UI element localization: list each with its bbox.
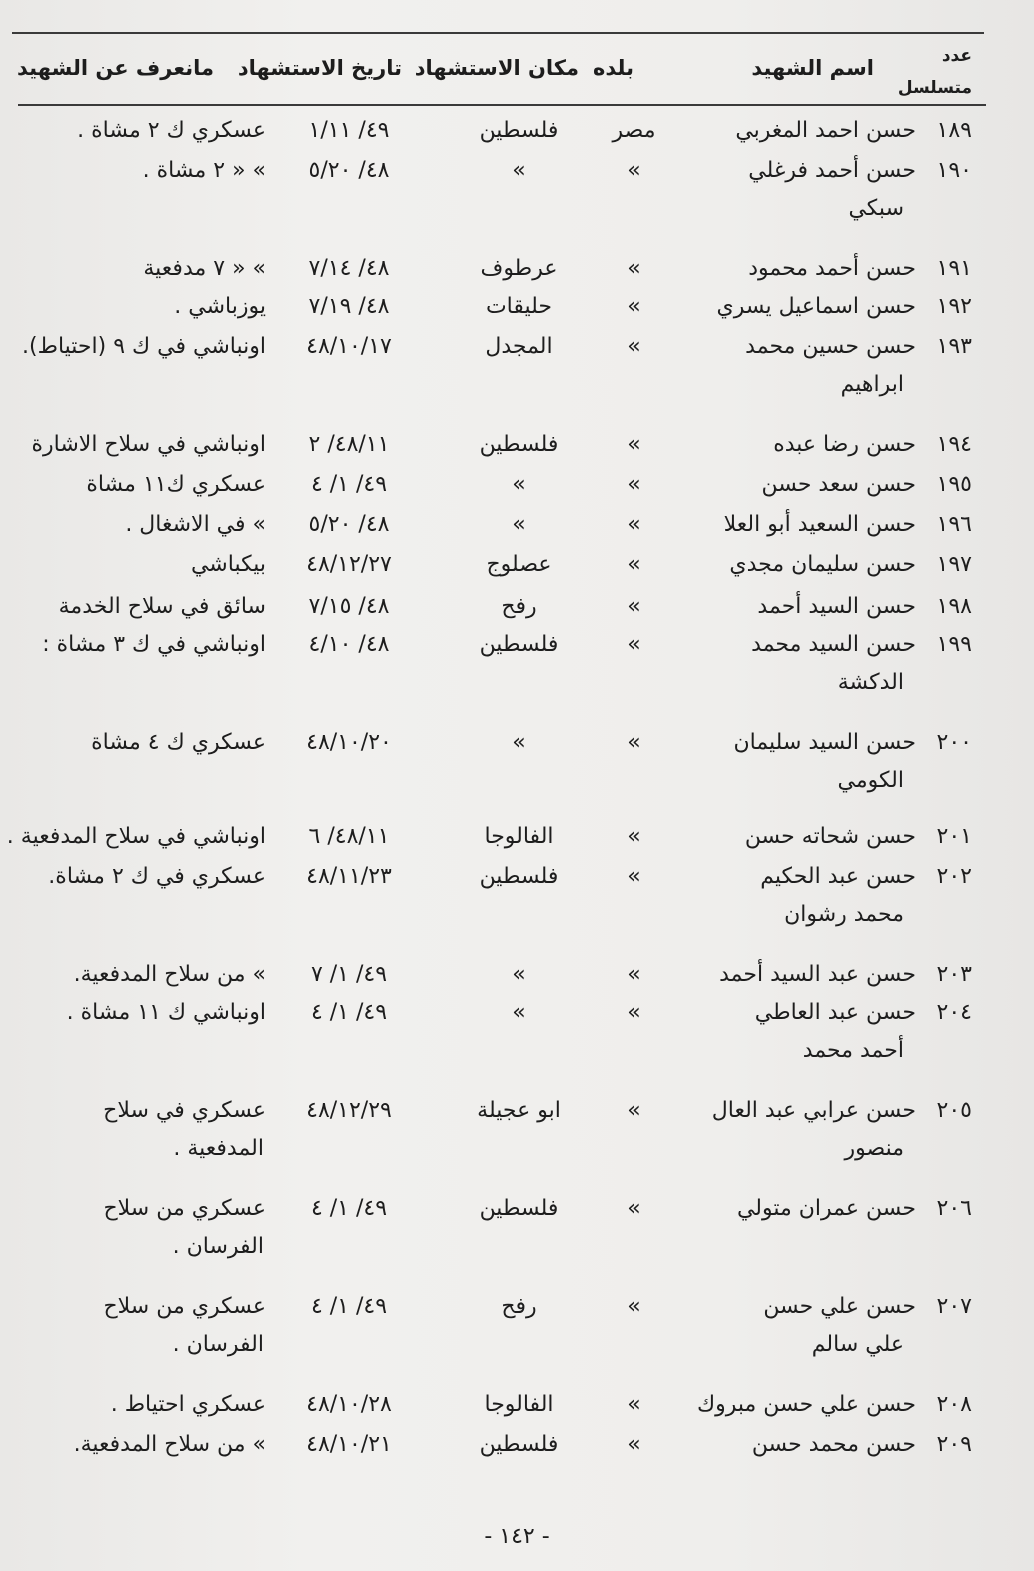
row-place: » xyxy=(512,962,526,987)
row-place: عرطوف xyxy=(480,256,558,281)
table-row xyxy=(0,330,1034,397)
row-town: » xyxy=(627,1294,641,1319)
row-name: حسن عبد الحكيم xyxy=(760,864,916,889)
table-row xyxy=(0,726,1034,793)
row-serial: ١٩١ xyxy=(936,256,972,281)
row-town: » xyxy=(627,1196,641,1221)
row-known: يوزباشي . xyxy=(174,294,266,319)
row-serial: ١٩٧ xyxy=(936,552,972,577)
row-name: حسن علي حسن مبروك xyxy=(697,1392,916,1417)
row-known: اونباشي في ك ٣ مشاة : xyxy=(42,632,266,657)
row-place: الفالوجا xyxy=(484,824,554,849)
row-place: فلسطين xyxy=(479,864,559,889)
row-place: » xyxy=(512,472,526,497)
row-town: » xyxy=(627,864,641,889)
row-name: حسن حسين محمد xyxy=(745,334,916,359)
row-name-continued: الكومي xyxy=(837,768,904,793)
row-name: حسن أحمد محمود xyxy=(748,256,916,281)
row-known: اونباشي في سلاح المدفعية . xyxy=(6,824,266,849)
row-known-continued: المدفعية . xyxy=(173,1136,264,1161)
header-serial-line1: عدد xyxy=(941,46,972,66)
row-name: حسن شحاته حسن xyxy=(744,824,916,849)
row-known: عسكري في سلاح xyxy=(103,1098,266,1123)
row-place: عصلوج xyxy=(486,552,552,577)
row-date: ٤٨/ ٧/١٤ xyxy=(308,256,390,281)
row-serial: ٢٠٦ xyxy=(936,1196,972,1221)
row-serial: ١٩٥ xyxy=(936,472,972,497)
row-name: حسن علي حسن xyxy=(763,1294,916,1319)
row-known: » من سلاح المدفعية. xyxy=(73,1432,266,1457)
row-date: ٤٨/١١/ ٦ xyxy=(308,824,390,849)
row-town: » xyxy=(627,594,641,619)
row-date: ٤٨/ ٤/١٠ xyxy=(308,632,390,657)
header-date: تاريخ الاستشهاد xyxy=(237,56,402,80)
row-place: رفح xyxy=(501,594,537,619)
row-date: ٤٩/ ١/ ٤ xyxy=(310,1294,388,1319)
row-date: ٤٩/ ١/١١ xyxy=(308,118,390,143)
header-known: مانعرف عن الشهيد xyxy=(17,56,214,80)
row-place: الفالوجا xyxy=(484,1392,554,1417)
row-serial: ١٩٠ xyxy=(936,158,972,183)
row-date: ٤٨/١٢/٢٧ xyxy=(306,552,392,577)
row-name-continued: الدكشة xyxy=(837,670,904,695)
table-row xyxy=(0,508,1034,548)
row-name: حسن محمد حسن xyxy=(751,1432,916,1457)
row-place: ابو عجيلة xyxy=(477,1098,561,1123)
row-name-continued: محمد رشوان xyxy=(784,902,904,927)
row-serial: ١٩٩ xyxy=(936,632,972,657)
row-date: ٤٨/ ٥/٢٠ xyxy=(308,158,390,183)
row-name: حسن عرابي عبد العال xyxy=(711,1098,916,1123)
row-date: ٤٩/ ١/ ٤ xyxy=(310,1000,388,1025)
table-row xyxy=(0,1094,1034,1161)
row-known: عسكري في ك ٢ مشاة. xyxy=(48,864,266,889)
row-date: ٤٨/١١/٢٣ xyxy=(306,864,392,889)
row-known-continued: الفرسان . xyxy=(172,1234,264,1259)
table-row xyxy=(0,860,1034,927)
row-name-continued: منصور xyxy=(844,1136,904,1161)
row-known: اونباشي في سلاح الاشارة xyxy=(31,432,266,457)
table-row xyxy=(0,252,1034,292)
row-town: » xyxy=(627,1392,641,1417)
row-name: حسن اسماعيل يسري xyxy=(716,294,916,319)
row-date: ٤٨/١٠/١٧ xyxy=(306,334,392,359)
table-row xyxy=(0,1192,1034,1259)
row-town: » xyxy=(627,1000,641,1025)
row-place: » xyxy=(512,730,526,755)
row-name: حسن سليمان مجدي xyxy=(729,552,916,577)
row-serial: ١٩٣ xyxy=(936,334,972,359)
header-serial-line2: متسلسل xyxy=(897,78,972,98)
table-row xyxy=(0,428,1034,468)
row-known: عسكري ك ٤ مشاة xyxy=(91,730,266,755)
row-serial: ٢٠٣ xyxy=(936,962,972,987)
row-place: فلسطين xyxy=(479,1196,559,1221)
row-date: ٤٨/١٢/٢٩ xyxy=(306,1098,392,1123)
row-town: » xyxy=(627,256,641,281)
row-name: حسن عبد العاطي xyxy=(754,1000,916,1025)
row-place: فلسطين xyxy=(479,118,559,143)
row-known: عسكري من سلاح xyxy=(103,1294,266,1319)
row-serial: ١٩٤ xyxy=(936,432,972,457)
row-known: » في الاشغال . xyxy=(125,512,266,537)
row-name: حسن سعد حسن xyxy=(761,472,916,497)
row-name: حسن السيد سليمان xyxy=(733,730,916,755)
row-known: عسكري ك ٢ مشاة . xyxy=(77,118,266,143)
row-town: » xyxy=(627,432,641,457)
header-name: اسم الشهيد xyxy=(751,56,874,80)
table-row xyxy=(0,1428,1034,1468)
row-town: » xyxy=(627,158,641,183)
row-serial: ١٩٢ xyxy=(936,294,972,319)
row-serial: ٢٠٠ xyxy=(936,730,972,755)
row-known: » من سلاح المدفعية. xyxy=(73,962,266,987)
table-row xyxy=(0,548,1034,588)
table-row xyxy=(0,590,1034,630)
row-known: » « ٢ مشاة . xyxy=(142,158,266,183)
row-name-continued: سبكي xyxy=(848,196,904,221)
row-town: » xyxy=(627,1432,641,1457)
row-town: » xyxy=(627,730,641,755)
table-row xyxy=(0,154,1034,221)
row-town: مصر xyxy=(612,118,656,143)
row-name: حسن احمد المغربي xyxy=(735,118,916,143)
row-serial: ٢٠٢ xyxy=(936,864,972,889)
row-name: حسن عمران متولي xyxy=(736,1196,916,1221)
row-known: » « ٧ مدفعية xyxy=(143,256,266,281)
row-town: » xyxy=(627,962,641,987)
header-town: بلده xyxy=(593,56,634,80)
row-place: حليقات xyxy=(485,294,553,319)
row-known: بيكباشي xyxy=(190,552,266,577)
row-date: ٤٨/١٠/٢١ xyxy=(306,1432,392,1457)
row-town: » xyxy=(627,472,641,497)
row-name-continued: أحمد محمد xyxy=(802,1038,904,1063)
row-town: » xyxy=(627,334,641,359)
row-date: ٤٨/١١/ ٢ xyxy=(308,432,390,457)
row-date: ٤٨/ ٥/٢٠ xyxy=(308,512,390,537)
row-place: رفح xyxy=(501,1294,537,1319)
row-date: ٤٩/ ١/ ٤ xyxy=(310,472,388,497)
row-known: عسكري ك١١ مشاة xyxy=(86,472,266,497)
row-known: اونباشي في ك ٩ (احتياط). xyxy=(22,334,266,359)
row-name: حسن السعيد أبو العلا xyxy=(723,512,916,537)
row-place: فلسطين xyxy=(479,432,559,457)
table-row xyxy=(0,996,1034,1063)
row-name: حسن رضا عبده xyxy=(773,432,916,457)
table-row xyxy=(0,1290,1034,1357)
row-name: حسن السيد محمد xyxy=(751,632,916,657)
row-name-continued: ابراهيم xyxy=(840,372,904,397)
table-row xyxy=(0,628,1034,695)
row-known: عسكري من سلاح xyxy=(103,1196,266,1221)
row-serial: ٢٠٨ xyxy=(936,1392,972,1417)
row-known: عسكري احتياط . xyxy=(110,1392,266,1417)
row-name: حسن أحمد فرغلي xyxy=(748,158,916,183)
row-date: ٤٩/ ١/ ٤ xyxy=(310,1196,388,1221)
row-town: » xyxy=(627,552,641,577)
row-serial: ٢٠٧ xyxy=(936,1294,972,1319)
row-town: » xyxy=(627,1098,641,1123)
row-serial: ١٨٩ xyxy=(936,118,972,143)
table-row xyxy=(0,290,1034,330)
row-known: اونباشي ك ١١ مشاة . xyxy=(66,1000,266,1025)
row-name: حسن عبد السيد أحمد xyxy=(719,962,916,987)
row-date: ٤٨/ ٧/١٩ xyxy=(308,294,390,319)
row-serial: ٢٠٩ xyxy=(936,1432,972,1457)
row-town: » xyxy=(627,512,641,537)
row-serial: ٢٠٥ xyxy=(936,1098,972,1123)
row-known-continued: الفرسان . xyxy=(172,1332,264,1357)
row-date: ٤٨/١٠/٢٨ xyxy=(306,1392,392,1417)
row-serial: ١٩٦ xyxy=(936,512,972,537)
table-row xyxy=(0,114,1034,154)
row-date: ٤٨/ ٧/١٥ xyxy=(308,594,390,619)
table-row xyxy=(0,1388,1034,1428)
row-place: فلسطين xyxy=(479,1432,559,1457)
row-name-continued: علي سالم xyxy=(811,1332,904,1357)
row-place: » xyxy=(512,512,526,537)
row-date: ٤٨/١٠/٢٠ xyxy=(306,730,392,755)
row-name: حسن السيد أحمد xyxy=(757,594,916,619)
row-known: سائق في سلاح الخدمة xyxy=(58,594,266,619)
page-number: - ١٤٢ - xyxy=(484,1524,550,1549)
table-row xyxy=(0,820,1034,860)
top-rule xyxy=(12,32,984,34)
row-serial: ٢٠١ xyxy=(936,824,972,849)
row-place: » xyxy=(512,158,526,183)
row-town: » xyxy=(627,824,641,849)
row-serial: ١٩٨ xyxy=(936,594,972,619)
table-row xyxy=(0,958,1034,998)
row-town: » xyxy=(627,632,641,657)
row-date: ٤٩/ ١/ ٧ xyxy=(310,962,388,987)
header-place: مكان الاستشهاد xyxy=(414,56,579,80)
table-row xyxy=(0,468,1034,508)
row-place: المجدل xyxy=(485,334,553,359)
row-serial: ٢٠٤ xyxy=(936,1000,972,1025)
header-rule xyxy=(18,104,986,106)
row-town: » xyxy=(627,294,641,319)
row-place: » xyxy=(512,1000,526,1025)
row-place: فلسطين xyxy=(479,632,559,657)
